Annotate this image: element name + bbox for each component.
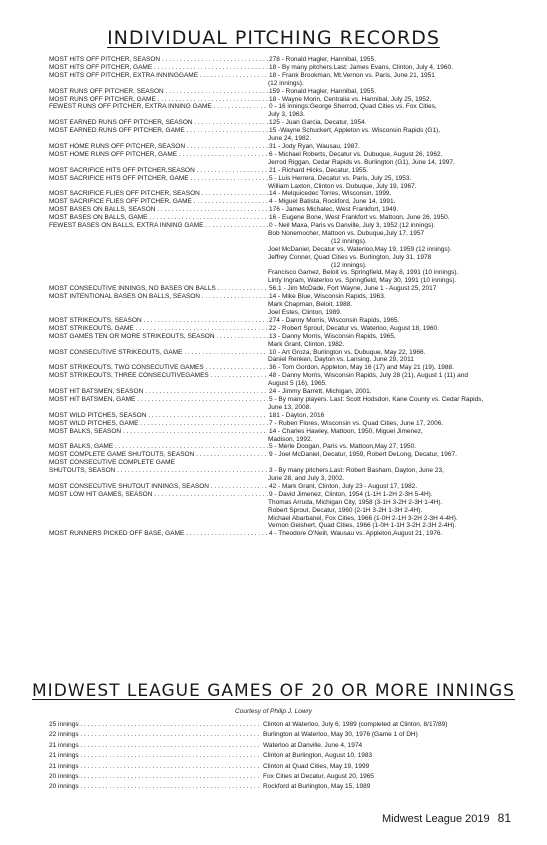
record-row	[49, 317, 519, 325]
record-value: 14 - Charles Hawley, Mattoon, 1950, Miguel Jimenez,	[269, 427, 423, 435]
record-row	[49, 467, 519, 475]
record-label: MOST CONSECUTIVE STRIKEOUTS, GAME . . .	[49, 349, 268, 357]
record-value: 14 - Melquicedec Torres, Wisconsin, 1999.	[269, 190, 392, 198]
record-value: 16 - Eugene Bone, West Frankfort vs. Mattoon, June 26, 1950.	[269, 214, 450, 222]
page-footer	[382, 811, 511, 825]
record-row	[49, 222, 519, 230]
record-value: 18 - Frank Brookman, Mt.Vernon vs. Paris, June 21, 1951	[269, 71, 435, 79]
record-label: MOST RUNS OFF PITCHER, GAME . . .	[49, 96, 268, 104]
record-label: MOST HIT BATSMEN, GAME . . .	[49, 396, 268, 404]
record-label: MOST STRIKEOUTS, SEASON . . .	[49, 317, 268, 325]
record-row	[49, 151, 519, 159]
record-row	[49, 530, 519, 538]
record-label: MOST CONSECUTIVE INNINGS, NO BASES ON BALLS . . .	[49, 285, 268, 293]
record-row	[49, 420, 519, 428]
long-games-list	[49, 720, 519, 793]
record-continuation: Joel McDaniel, Decatur vs. Waterloo,May 19, 1959 (12 innings).	[268, 245, 452, 253]
record-value: 24 - Jimmy Barrett, Michigan, 2001.	[269, 388, 372, 396]
record-label: SHUTOUTS, SEASON . . .	[49, 467, 268, 475]
record-label: MOST BALKS, SEASON . . .	[49, 428, 268, 436]
record-value: 6 - Michael Roberts, Decatur vs. Dubuque, August 26, 1962.	[269, 150, 443, 158]
record-label: MOST SACRIFICE HITS OFF PITCHER, GAME . . .	[49, 175, 268, 183]
record-row	[49, 349, 519, 357]
record-label: MOST RUNS OFF PITCHER, SEASON . . .	[49, 88, 268, 96]
record-continuation: July 3, 1963.	[268, 111, 305, 119]
record-row	[49, 451, 519, 459]
record-value: 181 - Dayton, 2016	[269, 411, 325, 419]
courtesy-line: Courtesy of Philip J. Lowry	[235, 708, 312, 715]
page-title: INDIVIDUAL PITCHING RECORDS	[107, 27, 440, 49]
record-value: 9 - Joel McDaniel, Decatur, 1959, Robert DeLong, Decatur, 1967.	[269, 451, 457, 459]
record-value: 0 - Neil Maxa, Paris vs Danville, July 3, 1952 (12 innings).	[269, 222, 436, 230]
record-row	[49, 119, 519, 127]
record-label: MOST WILD PITCHES, SEASON . . .	[49, 412, 268, 420]
game-description: Clinton at Quad Cities, May 19, 1999	[263, 762, 370, 770]
record-label: MOST SACRIFICE FLIES OFF PITCHER, SEASON . . .	[49, 190, 268, 198]
record-row	[49, 491, 519, 499]
record-label: MOST GAMES TEN OR MORE STRIKEOUTS, SEASON . . .	[49, 333, 268, 341]
record-row	[49, 412, 519, 420]
record-continuation: Linty Ingram, Waterloo vs. Springfield, May 30, 1991 (10 innings).	[268, 277, 457, 285]
record-continuation: August 5 (16), 1965.	[268, 380, 327, 388]
record-value: 18 - Wayne Morin, Centralia vs. Hannibal, July 25, 1952.	[269, 95, 432, 103]
record-row	[49, 175, 519, 183]
record-row	[49, 325, 519, 333]
record-value: 159 - Ronald Hagler, Hannibal, 1955.	[269, 87, 376, 95]
record-row	[49, 56, 519, 64]
record-label: MOST CONSECUTIVE SHUTOUT INNINGS, SEASON . . .	[49, 483, 268, 491]
record-label-line: MOST CONSECUTIVE COMPLETE GAME	[49, 459, 175, 467]
innings-count: 25 innings . . .	[49, 720, 261, 730]
record-value: 48 - Danny Morris, Wisconsin Rapids, July 28 (21), August 1 (11) and	[269, 372, 468, 380]
long-game-row	[49, 720, 519, 730]
record-continuation: Joel Estes, Clinton, 1989.	[268, 309, 342, 316]
record-value: 0 - 16 innings:George Sherrod, Quad Cities vs. Fox Cities,	[269, 103, 437, 111]
record-value: 15 -Wayne Schuckert, Appleton vs. Wisconsin Rapids (G1),	[269, 127, 440, 135]
record-label: MOST SACRIFICE HITS OFF PITCHER,SEASON . . .	[49, 167, 268, 175]
record-label: MOST EARNED RUNS OFF PITCHER, SEASON . . .	[49, 119, 268, 127]
record-continuation: June 13, 2008.	[268, 403, 312, 411]
page-number: 81	[497, 811, 511, 825]
record-value: 36 - Tom Gordon, Appleton, May 16 (17) and May 21 (19), 1988.	[269, 364, 454, 372]
record-continuation: (12 innings).	[331, 237, 367, 245]
long-game-row	[49, 762, 519, 772]
record-row	[49, 372, 519, 380]
record-value: 56.1 - Jim McDade, Fort Wayne, June 1 - August 25, 2017	[269, 285, 437, 293]
record-label: MOST EARNED RUNS OFF PITCHER, GAME . . .	[49, 127, 268, 135]
long-game-row	[49, 782, 519, 792]
record-continuation: (12 innings).	[268, 79, 304, 87]
record-continuation: Mark Grant, Clinton, 1982.	[268, 340, 345, 348]
long-game-row	[49, 751, 519, 761]
record-label: MOST HOME RUNS OFF PITCHER, SEASON . . .	[49, 143, 268, 151]
record-label: MOST STRIKEOUTS, GAME . . .	[49, 325, 268, 333]
record-label: MOST STRIKEOUTS, TWO CONSECUTIVE GAMES . . .	[49, 364, 268, 372]
record-value: 7 - Ruben Flores, Wisconsin vs. Quad Cities, June 17, 2006.	[269, 419, 444, 427]
record-label: MOST BASES ON BALLS, SEASON . . .	[49, 206, 268, 214]
record-value: 21 - Richard Hicks, Decatur, 1955.	[269, 166, 368, 174]
record-continuation: Michael Abarbanel, Fox Cities, 1966 (1-0H 2-1H 3-2H 2-3H 4-4H).	[268, 514, 458, 522]
record-row	[49, 364, 519, 372]
innings-count: 22 innings . . .	[49, 730, 261, 740]
record-label: MOST BASES ON BALLS, GAME . . .	[49, 214, 268, 222]
record-continuation: Daniel Renken, Dayton vs. Lansing, June 29, 2011	[268, 356, 414, 364]
record-continuation: Jerrod Riggan, Cedar Rapids vs. Burlington (G1), June 14, 1997.	[268, 158, 455, 166]
innings-count: 20 innings . . .	[49, 772, 261, 782]
record-continuation: June 28, and July 3, 2002.	[268, 475, 345, 483]
record-row	[49, 96, 519, 104]
record-row	[49, 127, 519, 135]
record-continuation: Jeffrey Conner, Quad Cities vs. Burlington, July 31, 1978	[268, 253, 432, 261]
long-game-row	[49, 730, 519, 740]
section-title: MIDWEST LEAGUE GAMES OF 20 OR MORE INNINGS	[32, 681, 515, 701]
record-label: MOST WILD PITCHES, GAME . . .	[49, 420, 268, 428]
innings-count: 21 innings . . .	[49, 741, 261, 751]
record-label: MOST INTENTIONAL BASES ON BALLS, SEASON . . .	[49, 293, 268, 301]
game-description: Rockford at Burlington, May 15, 1989	[263, 783, 371, 791]
record-value: 3 - By many pitchers.Last: Robert Basham, Dayton, June 23,	[269, 467, 444, 475]
record-continuation: Vernon Geishert, Quad Cities, 1966 (1-0H 1-1H 3-2H 2-3H 2-4H).	[268, 522, 457, 530]
record-value: 5 - By many players. Last: Scott Hodsdon, Kane County vs. Cedar Rapids,	[269, 395, 484, 403]
pitching-records-list	[49, 56, 519, 538]
innings-count: 21 innings . . .	[49, 762, 261, 772]
record-row	[49, 143, 519, 151]
record-continuation: Madison, 1992.	[268, 435, 313, 443]
game-description: Burlington at Waterloo, May 30, 1976 (Game 1 of DH)	[263, 731, 418, 739]
record-row	[49, 167, 519, 175]
publication-name: Midwest League 2019	[382, 813, 490, 825]
record-continuation: Mark Chapman, Beloit, 1988.	[268, 301, 353, 309]
record-value: 10 - Art Groza, Burlington vs. Dubuque, May 22, 1966.	[269, 348, 426, 356]
record-label: MOST COMPLETE GAME SHUTOUTS, SEASON . . .	[49, 451, 268, 459]
record-label: MOST HOME RUNS OFF PITCHER, GAME . . .	[49, 151, 268, 159]
game-description: Waterloo at Danville, June 4, 1974	[263, 741, 363, 749]
record-value: 18 - By many pitchers.Last: James Evans, Clinton, July 4, 1960.	[269, 63, 453, 71]
record-row	[49, 64, 519, 72]
record-row	[49, 483, 519, 491]
record-row	[49, 72, 519, 80]
record-continuation: Thomas Arruda, Michigan City, 1958 (3-1H 3-2H 2-3H 1-4H).	[268, 498, 443, 506]
record-row	[49, 293, 519, 301]
record-row	[49, 198, 519, 206]
record-row	[49, 396, 519, 404]
record-row	[49, 190, 519, 198]
record-continuation: William Laxton, Clinton vs. Dubuque, July 19, 1967.	[268, 182, 417, 190]
record-label: MOST HITS OFF PITCHER, GAME . . .	[49, 64, 268, 72]
record-value: 176 - James Michalec, West Frankfort, 1949.	[269, 206, 399, 214]
record-value: 4 - Miguel Batista, Rockford, June 14, 1991.	[269, 198, 396, 206]
record-continuation: (12 innings).	[331, 261, 367, 269]
record-label: MOST LOW HIT GAMES, SEASON . . .	[49, 491, 268, 499]
game-description: Clinton at Burlington, August 10, 1983	[263, 752, 373, 760]
long-game-row	[49, 741, 519, 751]
innings-count: 21 innings . . .	[49, 751, 261, 761]
record-value: 278 - Ronald Hagler, Hannibal, 1955.	[269, 56, 376, 63]
record-label: MOST HITS OFF PITCHER, EXTRA INNINGGAME . . .	[49, 72, 268, 80]
record-continuation: Francisco Gamez, Beloit vs. Springfield, May 8, 1991 (10 innings).	[268, 269, 459, 277]
record-label: MOST STRIKEOUTS, THREE CONSECUTIVEGAMES . . .	[49, 372, 268, 380]
record-value: 13 - Danny Morris, Wisconsin Rapids, 1965,	[269, 332, 396, 340]
record-value: 31 - Jody Ryan, Wausau, 1987.	[269, 142, 360, 150]
record-row	[49, 214, 519, 222]
record-row	[49, 443, 519, 451]
record-row	[49, 388, 519, 396]
record-value: 9 - David Jimenez, Clinton, 1954 (1-1H 1-2H 2-3H 5-4H).	[269, 490, 433, 498]
record-value: 42 - Mark Grant, Clinton, July 23 - August 17, 1982.	[269, 482, 418, 490]
record-label: MOST HITS OFF PITCHER, SEASON . . .	[49, 56, 268, 64]
record-row	[49, 285, 519, 293]
record-value: 22 - Robert Sprout, Decatur vs. Waterloo, August 18, 1960.	[269, 324, 439, 332]
game-description: Fox Cities at Decatur, August 20, 1965	[263, 773, 374, 781]
record-row	[49, 428, 519, 436]
record-row	[49, 88, 519, 96]
record-value: 125 - Juan Garcia, Decatur, 1954.	[269, 119, 367, 127]
record-value: 5 - Luis Herrera, Decatur vs. Paris, July 25, 1953.	[269, 174, 412, 182]
record-label: FEWEST RUNS OFF PITCHER, EXTRA INNING GAME . . .	[49, 103, 268, 111]
game-description: Clinton at Waterloo, July 6, 1989 (completed at Clinton, 8/17/89)	[263, 721, 448, 728]
record-row	[49, 103, 519, 111]
record-label: MOST SACRIFICE FLIES OFF PITCHER, GAME . . .	[49, 198, 268, 206]
record-row	[49, 333, 519, 341]
record-label: MOST RUNNERS PICKED OFF BASE, GAME . . .	[49, 530, 268, 538]
record-row	[49, 206, 519, 214]
record-label: MOST HIT BATSMEN, SEASON . . .	[49, 388, 268, 396]
record-value: 14 - Mike Blue, Wisconsin Rapids, 1963.	[269, 293, 386, 301]
long-game-row	[49, 772, 519, 782]
innings-count: 20 innings . . .	[49, 782, 261, 792]
record-continuation: Bob Nonemocher, Mattoon vs. Dubuque,July 17, 1957	[268, 229, 425, 237]
record-value: 274 - Danny Morris, Wisconsin Rapids, 1965.	[269, 316, 400, 324]
record-continuation: Robert Sprout, Decatur, 1960 (2-1H 3-2H 1-3H 2-4H).	[268, 506, 423, 514]
record-value: 5 - Merle Doogan, Paris vs. Mattoon,May 27, 1950.	[269, 443, 417, 451]
record-value: 4 - Theodore O'Neill, Wausau vs. Appleton,August 21, 1976.	[269, 530, 443, 538]
record-label: MOST BALKS, GAME . . .	[49, 443, 268, 451]
record-continuation: June 24, 1982.	[268, 135, 312, 143]
record-label: FEWEST BASES ON BALLS, EXTRA INNING GAME . . .	[49, 222, 268, 230]
